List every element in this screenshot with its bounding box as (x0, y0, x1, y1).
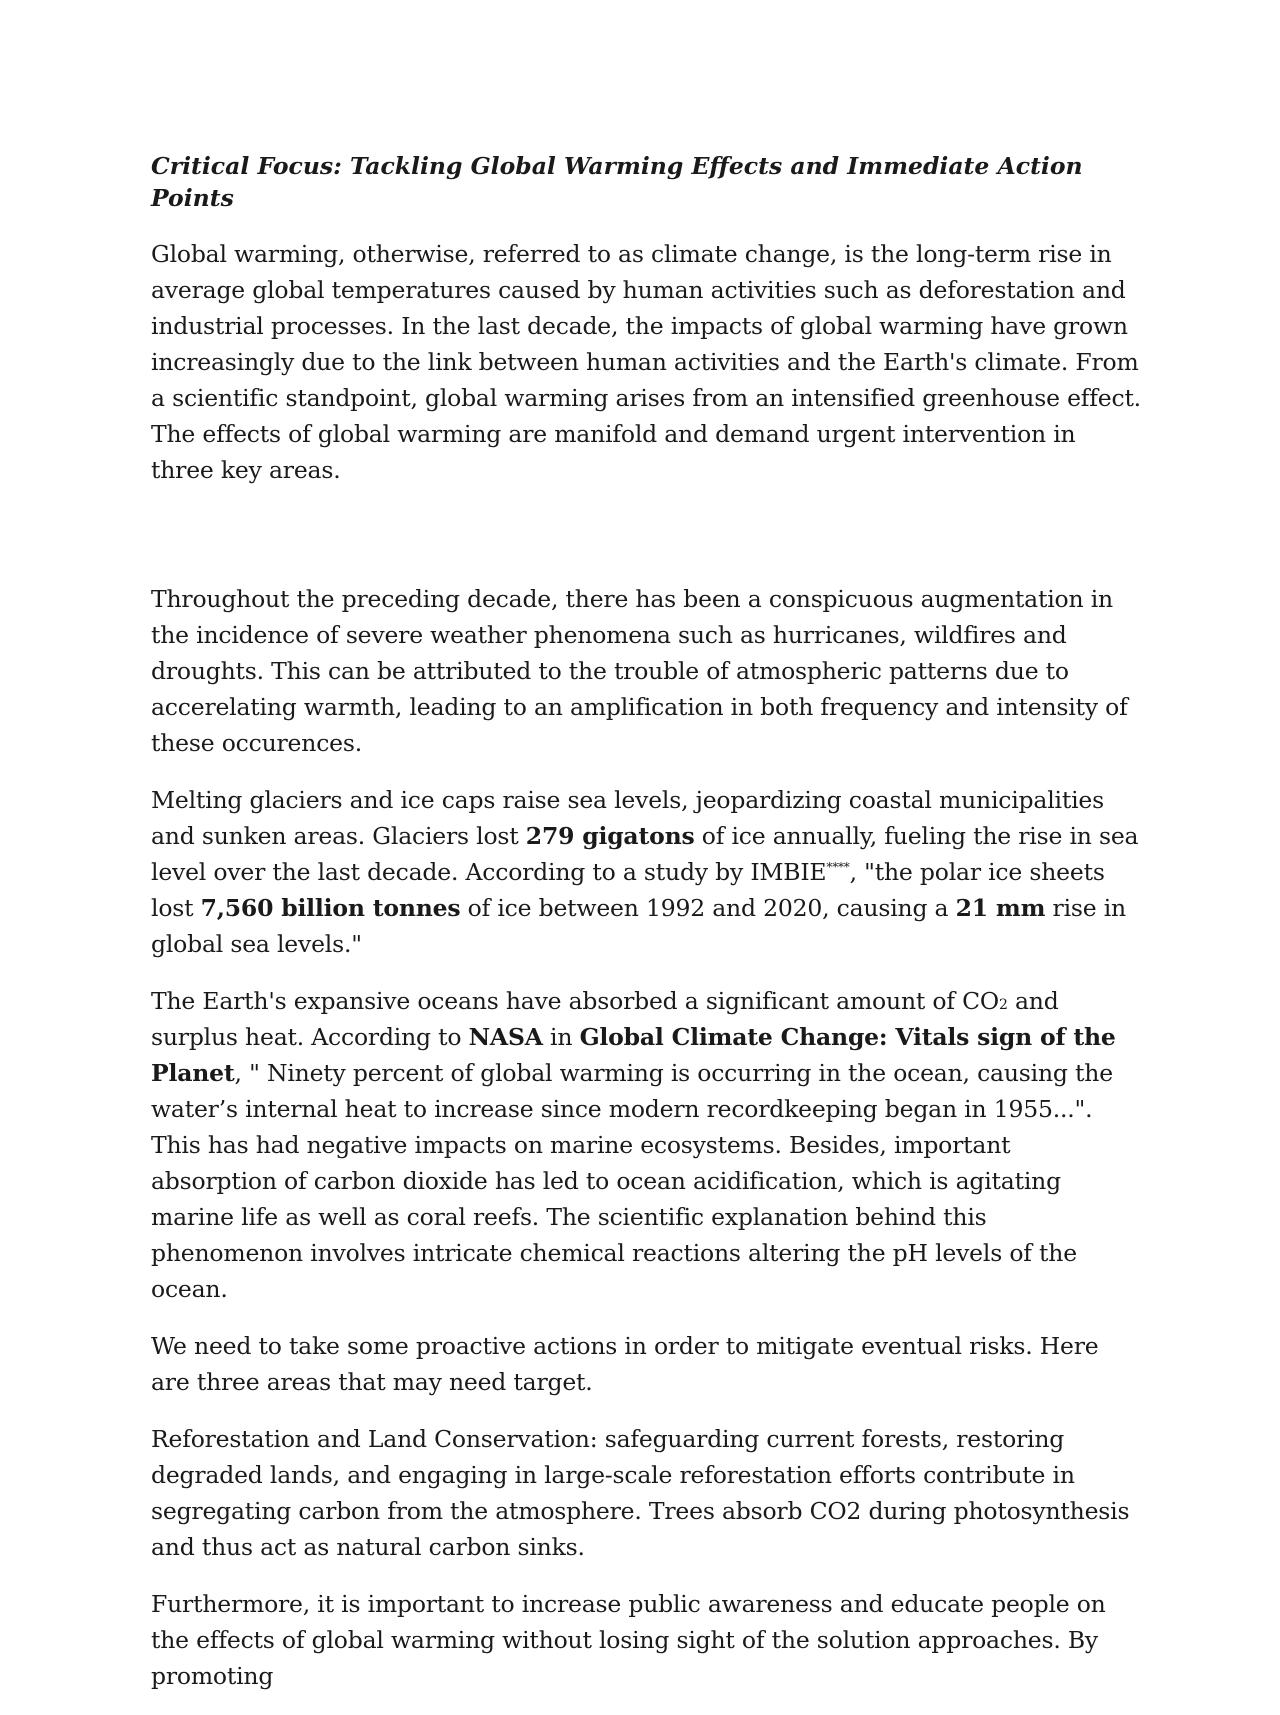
subscript-two: 2 (998, 997, 1008, 1013)
text-run: in (542, 1023, 580, 1051)
paragraph-reforestation: Reforestation and Land Conservation: safeguarding current forests, restoring degraded lands, and engaging in large-scale reforestation efforts contribute in segregating carbon from the atmosphere. Trees absorb CO2 during photosynthesis and thus act as natural carbon sinks. (151, 1425, 1130, 1561)
paragraph-extreme-weather: Throughout the preceding decade, there has been a conspicuous augmentation in the incidence of severe weather phenomena such as hurricanes, wildfires and droughts. This can be attributed to the trouble of atmospheric patterns due to accerelating warmth, leading to an amplification in both frequency and intensity of these occurences. (151, 585, 1128, 757)
document-title: Critical Focus: Tackling Global Warming Effects and Immediate Action Points (151, 152, 1083, 212)
text-run: and surplus heat. According to (151, 987, 1059, 1051)
text-run: The Earth's expansive oceans have absorbed a significant amount of CO (151, 987, 999, 1015)
bold-ice-sheet-loss: 7,560 billion tonnes (200, 894, 461, 922)
bold-sea-rise: 21 mm (955, 894, 1046, 922)
paragraph-sea-levels (151, 782, 1141, 962)
footnote-marker: **** (826, 860, 850, 875)
text-run: of ice annually, fueling the rise in sea level over the last decade. According to a study by IMBIE (151, 822, 1139, 886)
paragraph-proactive-actions: We need to take some proactive actions in order to mitigate eventual risks. Here are three areas that may need target. (151, 1332, 1099, 1396)
paragraph-awareness: Furthermore, it is important to increase public awareness and educate people on the effects of global warming without losing sight of the solution approaches. By promoting (151, 1590, 1106, 1690)
paragraph-gap (151, 509, 1141, 581)
text-run: rise in global sea levels." (151, 894, 1126, 958)
bold-source-title: Global Climate Change: Vitals sign of the Planet (151, 1023, 1116, 1087)
paragraph-oceans (151, 983, 1141, 1307)
document-page (151, 150, 1141, 1715)
bold-nasa: NASA (468, 1023, 543, 1051)
bold-glacier-loss: 279 gigatons (525, 822, 695, 850)
text-run: , "the polar ice sheets lost (151, 858, 1105, 922)
text-run: , " Ninety percent of global warming is occurring in the ocean, causing the water’s internal heat to increase since modern recordkeeping began in 1955...". This has had negative impacts on marine ecosystems. Besides, important absorption of carbon dioxide has led to ocean acidification, which is agitating marine life as well as coral reefs. The scientific explanation behind this phenomenon involves intricate chemical reactions altering the pH levels of the ocean. (151, 1059, 1113, 1303)
text-run: Melting glaciers and ice caps raise sea levels, jeopardizing coastal municipalities and sunken areas. Glaciers lost (151, 786, 1104, 850)
text-run: of ice between 1992 and 2020, causing a (460, 894, 956, 922)
paragraph-intro: Global warming, otherwise, referred to as climate change, is the long-term rise in average global temperatures caused by human activities such as deforestation and industrial processes. In the last decade, the impacts of global warming have grown increasingly due to the link between human activities and the Earth's climate. From a scientific standpoint, global warming arises from an intensified greenhouse effect. The effects of global warming are manifold and demand urgent intervention in three key areas. (151, 240, 1141, 484)
